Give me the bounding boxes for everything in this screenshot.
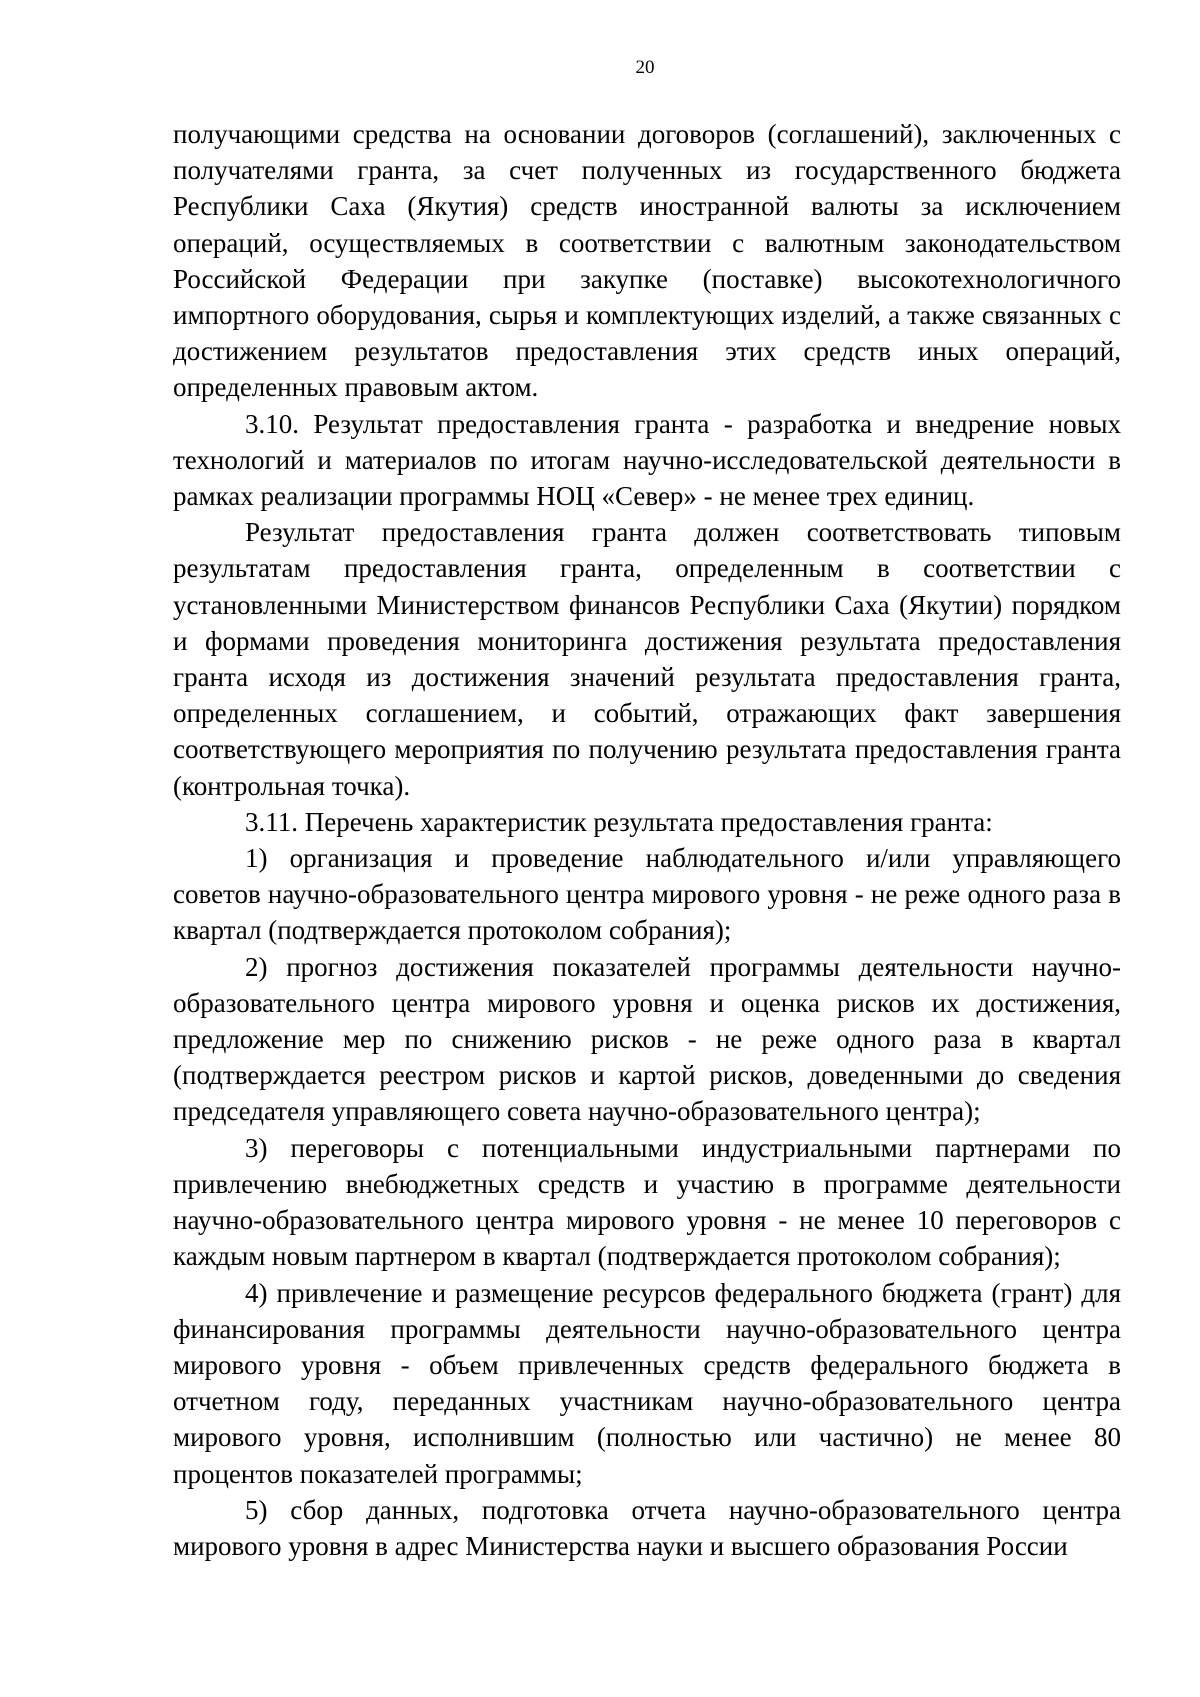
list-item-4: 4) привлечение и размещение ресурсов федерального бюджета (грант) для финансирования программы деятельности научно-образовательного центра мирового уровня - объем привлеченных средств федерального бюджета в отчетном году, переданных участникам научно-образовательного центра мирового уровня, исполнившим (полностью или частично) не менее 80 процентов показателей программы; bbox=[173, 1277, 1121, 1489]
paragraph-3-10: 3.10. Результат предоставления гранта - разработка и внедрение новых технологий и материалов по итогам научно-исследовательской деятельности в рамках реализации программы НОЦ «Север» - не менее трех единиц. bbox=[173, 408, 1121, 512]
paragraph-3-11: 3.11. Перечень характеристик результата предоставления гранта: bbox=[245, 806, 993, 837]
paragraph-continuation: получающими средства на основании договоров (соглашений), заключенных с получателями гранта, за счет полученных из государственного бюджета Республики Саха (Якутия) средств иностранной валюты за исключением операций, осуществляемых в соответствии с валютным законодательством Российской Федерации при закупке (поставке) высокотехнологичного импортного оборудования, сырья и комплектующих изделий, а также связанных с достижением результатов предоставления этих средств иных операций, определенных правовым актом. bbox=[173, 119, 1121, 403]
paragraph-result-conformity: Результат предоставления гранта должен соответствовать типовым результатам предоставления гранта, определенным в соответствии с установленными Министерством финансов Республики Саха (Якутии) порядком и формами проведения мониторинга достижения результата предоставления гранта исходя из достижения значений результата предоставления гранта, определенных соглашением, и событий, отражающих факт завершения соответствующего мероприятия по получению результата предоставления гранта (контрольная точка). bbox=[173, 517, 1121, 801]
list-item-2: 2) прогноз достижения показателей программы деятельности научно-образовательного центра мирового уровня и оценка рисков их достижения, предложение мер по снижению рисков - не реже одного раза в квартал (подтверждается реестром рисков и картой рисков, доведенными до сведения председателя управляющего совета научно-образовательного центра); bbox=[173, 951, 1121, 1127]
page-number: 20 bbox=[635, 57, 655, 78]
list-item-1: 1) организация и проведение наблюдательного и/или управляющего советов научно-образовательного центра мирового уровня - не реже одного раза в квартал (подтверждается протоколом собрания); bbox=[173, 843, 1121, 946]
list-item-5: 5) сбор данных, подготовка отчета научно-образовательного центра мирового уровня в адрес Министерства науки и высшего образования России bbox=[173, 1494, 1121, 1561]
list-item-3: 3) переговоры с потенциальными индустриальными партнерами по привлечению внебюджетных средств и участию в программе деятельности научно-образовательного центра мирового уровня - не менее 10 переговоров с каждым новым партнером в квартал (подтверждается протоколом собрания); bbox=[173, 1132, 1121, 1272]
document-body bbox=[173, 116, 1121, 1564]
